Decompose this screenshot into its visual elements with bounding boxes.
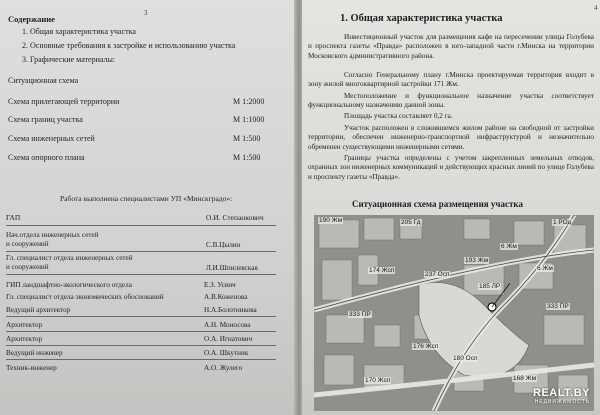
divider — [6, 274, 276, 275]
map-label: 333 ПР — [349, 311, 371, 318]
scheme-name: Схема границ участка — [8, 115, 83, 124]
map-label: 180 Осп — [453, 355, 478, 362]
scheme-name: Ситуационная схема — [8, 76, 79, 85]
map-label: 193 Жм — [465, 257, 489, 264]
map-label: 333 ПР — [547, 303, 569, 310]
divider — [6, 359, 276, 360]
scheme-scale: М 1:500 — [233, 153, 261, 162]
staff-name: Е.З. Усвич — [204, 281, 236, 289]
scheme-name: Схема опорного плана — [8, 153, 85, 162]
paragraph: Границы участка определены с учетом закрепленных земельных отводов, охранных зон инженерных коммуникаций и действующих красных линий по улице Голубева и проспекту газеты «Правда». — [308, 154, 594, 181]
staff-name: Л.И.Шпилевская — [206, 264, 258, 272]
staff-role: Ведущий архитектор — [6, 306, 71, 314]
scheme-scale: М 1:1000 — [233, 115, 265, 124]
paragraph: Инвестиционный участок для размещения кафе на пересечении улицы Голубева и проспекта газеты «Правда» расположен в юго-западной части г.Минска на территории Московского административного района. — [308, 33, 594, 60]
divider — [6, 316, 276, 317]
paragraph: Местоположение и функциональное назначение участка соответствует функциональному назначению данной зоны. — [308, 92, 594, 110]
scheme-name: Схема инженерных сетей — [8, 134, 95, 143]
staff-role: ГАП — [6, 213, 21, 222]
map-label: 168 Жм — [513, 375, 537, 382]
staff-role: Архитектор — [6, 321, 43, 329]
map-label: 174 Жсп — [369, 267, 395, 274]
staff-name: Н.А.Болотникова — [204, 306, 257, 314]
map-label: 6 Жм — [537, 265, 553, 272]
staff-name: С.В.Цылин — [206, 241, 241, 249]
staff-name: А.В.Коженова — [204, 293, 248, 301]
divider — [6, 331, 276, 332]
right-page — [302, 0, 600, 415]
scheme-name: Схема прилегающей территории — [8, 97, 120, 106]
map-label: 205 Гд — [401, 219, 421, 226]
staff-role: Архитектор — [6, 335, 43, 343]
map-title: Ситуационная схема размещения участка — [352, 199, 523, 209]
map-label: 1 РОд — [553, 219, 572, 226]
paragraph: Площадь участка составляет 0,2 га. — [344, 112, 453, 120]
paragraph: Участок расположен в сложившемся жилом районе на свободной от застройки территории, обеспечен инженерно-транспортной инфраструктурой и незначительно обременен существующими инженерными сетями. — [308, 124, 594, 151]
divider — [6, 345, 276, 346]
map-label: 185 ЛР — [479, 283, 501, 290]
contents-item: 3. Графические материалы: — [22, 55, 116, 64]
staff-role: ГИП ландшафтно-экологического отдела — [6, 281, 132, 289]
staff-role: Гл. специалист отдела инженерных сетей и сооружений — [6, 254, 133, 271]
contents-item: 2. Основные требования к застройке и использованию участка — [22, 41, 236, 50]
divider — [6, 251, 276, 252]
contents-item: 1. Общая характеристика участка — [22, 27, 136, 36]
map-label: 6 Жм — [501, 243, 517, 250]
staff-name: О.И. Степанкович — [206, 213, 264, 222]
realt-watermark — [533, 387, 590, 405]
section-title: 1. Общая характеристика участка — [340, 13, 503, 24]
watermark-tagline: НЕДВИЖИМОСТЬ — [534, 399, 590, 405]
staff-name: А.Н. Моносова — [204, 321, 251, 329]
left-page — [0, 0, 296, 415]
scheme-scale: М 1:500 — [233, 134, 261, 143]
staff-name: О.А. Шкутник — [204, 349, 249, 357]
staff-role: Гл. специалист отдела экономических обоснований — [6, 293, 164, 301]
staff-name: А.О. Жулего — [204, 364, 243, 372]
scheme-scale: М 1:2000 — [233, 97, 265, 106]
watermark-brand: REALT.BY — [533, 387, 590, 399]
contents-title: Содержание — [8, 14, 55, 24]
staff-role: Нач.отдела инженерных сетей и сооружений — [6, 231, 99, 248]
page-number: 3 — [144, 9, 148, 17]
divider — [6, 225, 276, 226]
staff-name: О.А. Игнатович — [204, 335, 253, 343]
authors-heading: Работа выполнена специалистами УП «Минскградо»: — [60, 194, 233, 203]
paragraph: Согласно Генеральному плану г.Минска проектируемая территория входит в зону жилой многоквартирной застройки 171 Жм. — [308, 71, 594, 89]
map-label: 170 Жсп — [365, 377, 391, 384]
staff-role: Ведущий инженер — [6, 349, 63, 357]
page-number: 4 — [594, 4, 598, 12]
situational-map — [314, 215, 594, 411]
map-label: 176 Жсп — [413, 343, 439, 350]
map-label: 237 Осп — [425, 271, 450, 278]
staff-role: Техник-инженер — [6, 364, 57, 372]
map-label: 190 Жм — [319, 217, 343, 224]
